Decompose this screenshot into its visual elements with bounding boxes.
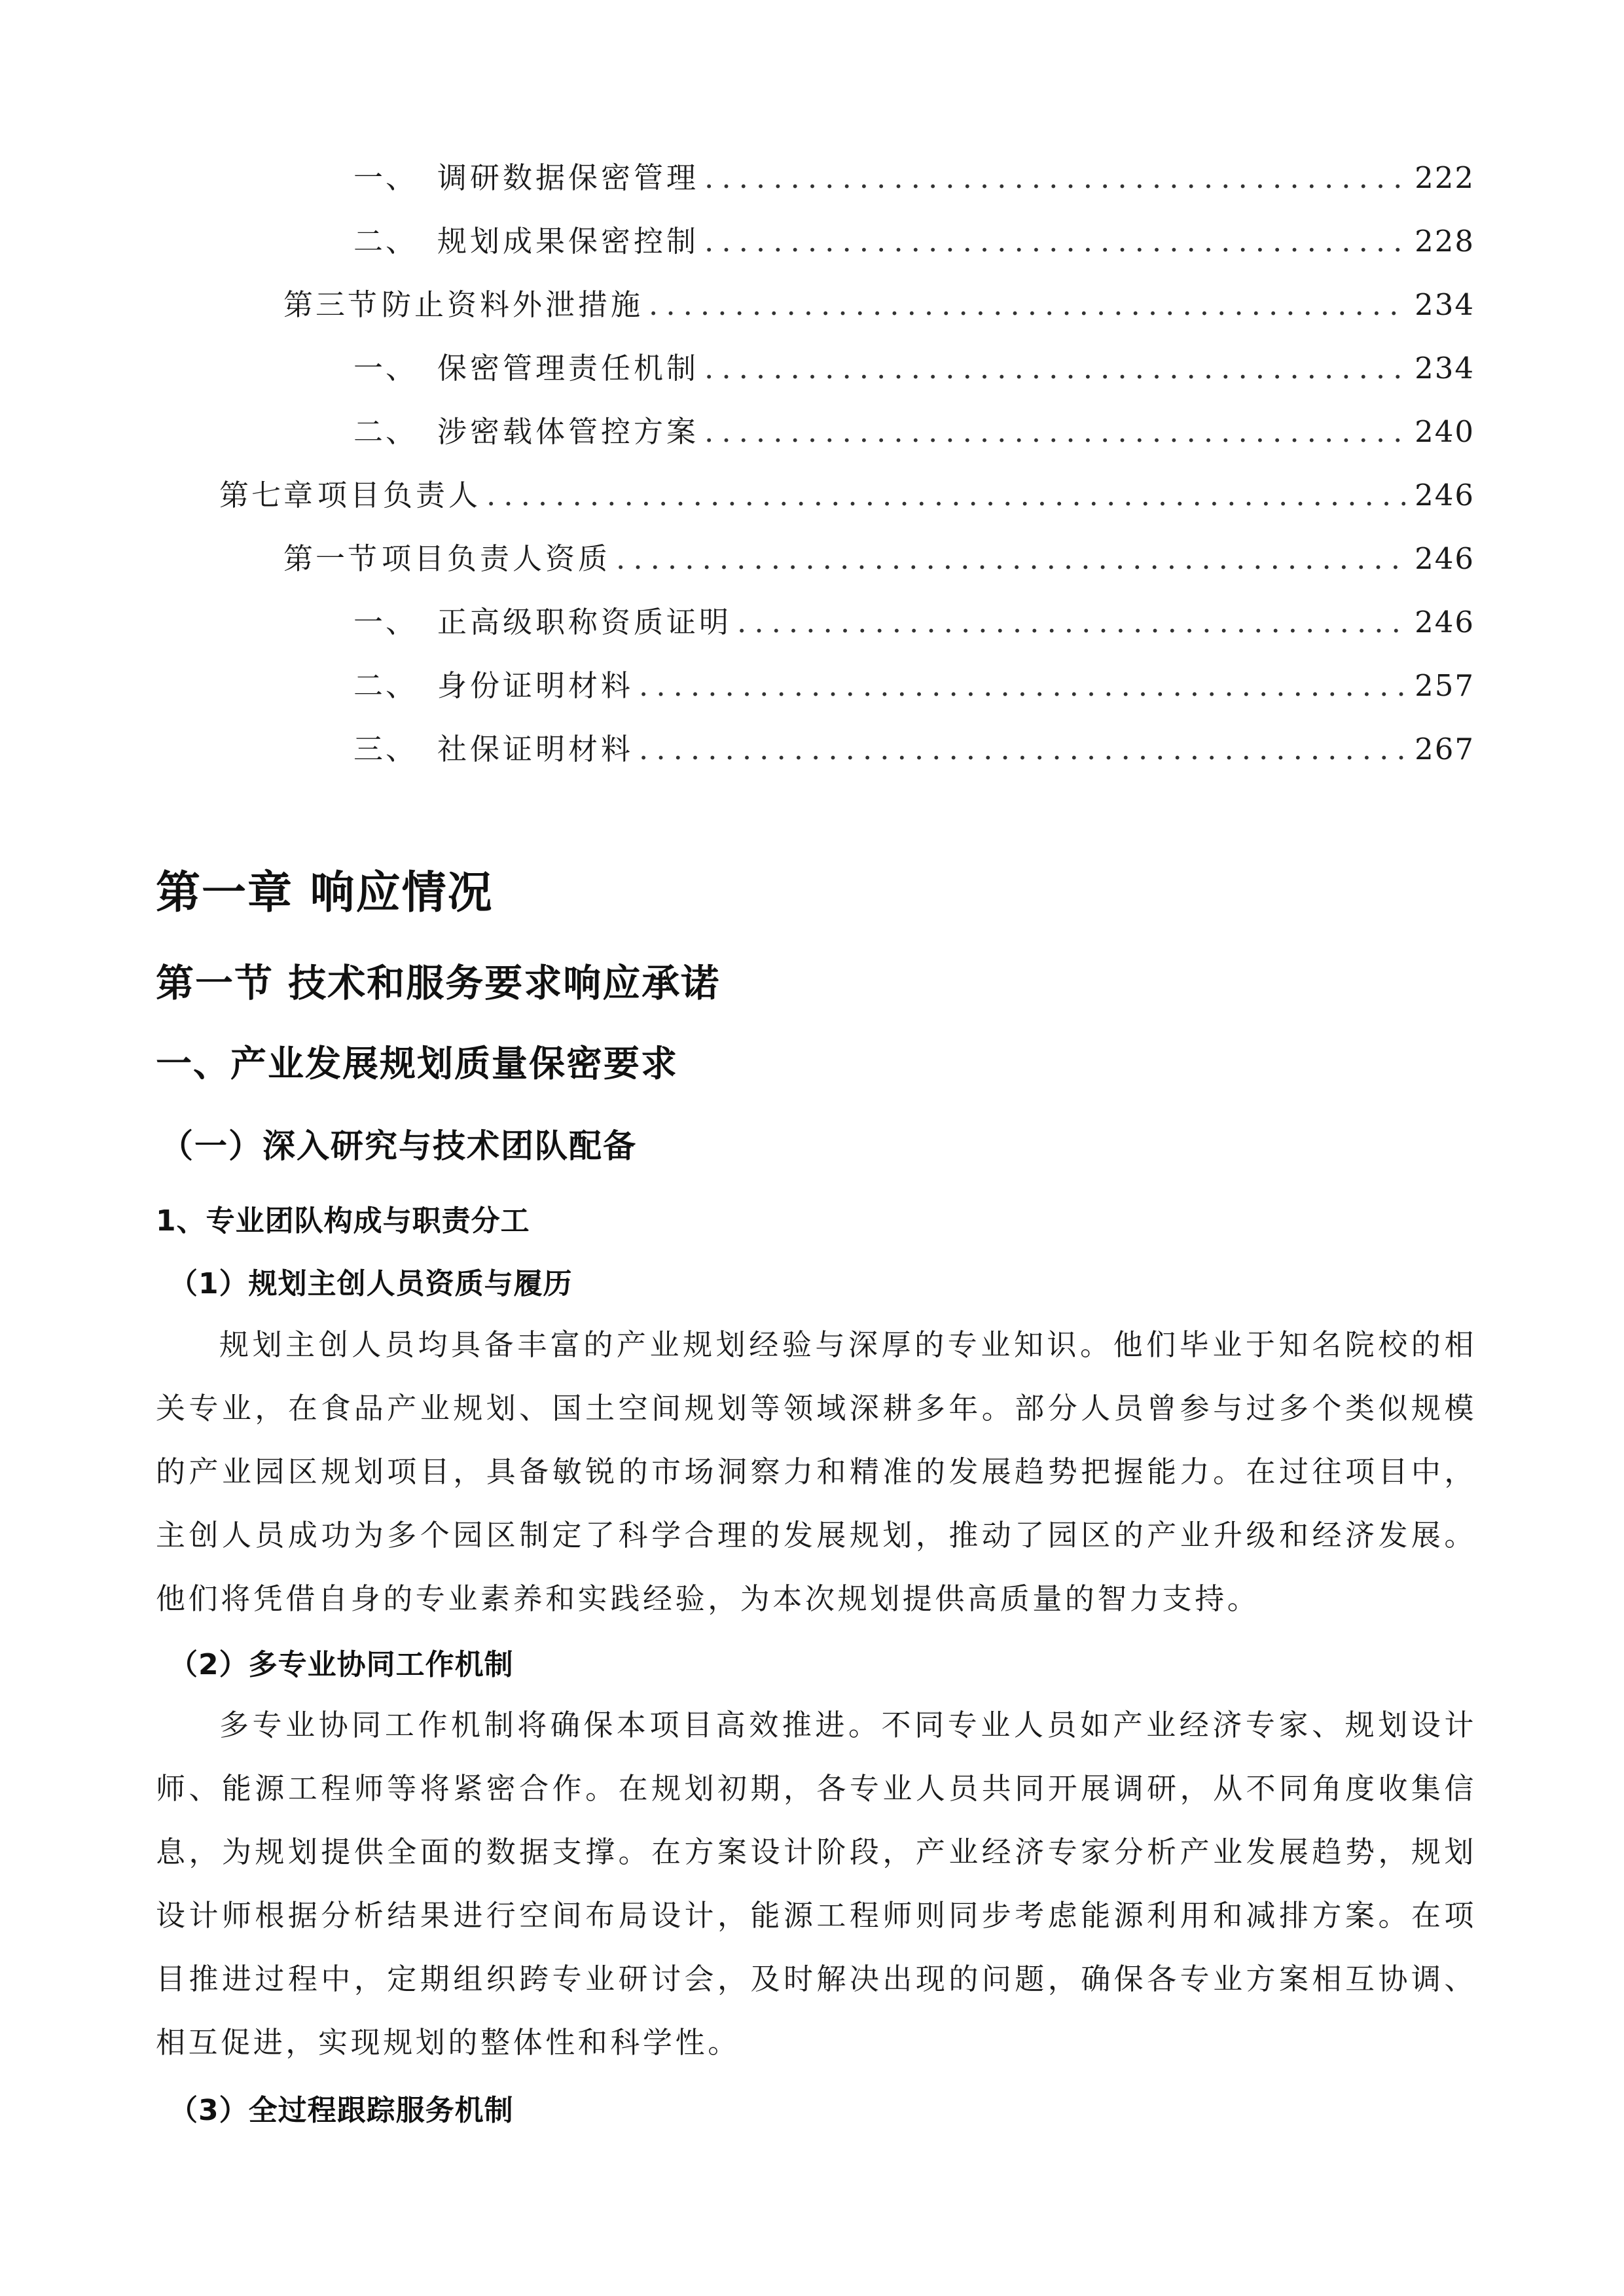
toc-entry-number: 第三节 xyxy=(283,287,380,322)
toc-entry-number: 一、 xyxy=(353,351,418,386)
toc-entry-page: 228 xyxy=(1415,224,1475,259)
heading-level-3: 1、专业团队构成与职责分工 xyxy=(156,1204,530,1238)
subheading-3: （3）全过程跟踪服务机制 xyxy=(169,2094,514,2127)
toc-entry-page: 267 xyxy=(1415,732,1475,766)
toc-entry[interactable] xyxy=(353,412,1475,452)
body-paragraph-2: 多专业协同工作机制将确保本项目高效推进。不同专业人员如产业经济专家、规划设计师、能源工程师等将紧密合作。在规划初期，各专业人员共同开展调研，从不同角度收集信息，为规划提供全面的数据支撑。在方案设计阶段，产业经济专家分析产业发展趋势，规划设计师根据分析结果进行空间布局设计，能源工程师则同步考虑能源利用和减排方案。在项目推进过程中，定期组织跨专业研讨会，及时解决出现的问题，确保各专业方案相互协调、相互促进，实现规划的整体性和科学性。 xyxy=(156,1708,1477,2060)
toc-entry-page: 246 xyxy=(1415,541,1475,576)
toc-entry[interactable] xyxy=(353,222,1475,261)
toc-entry[interactable] xyxy=(353,349,1475,388)
toc-entry-title: 涉密载体管控方案 xyxy=(437,414,700,449)
heading-level-1: 一、产业发展规划质量保密要求 xyxy=(156,1043,679,1085)
toc-entry-page: 246 xyxy=(1415,605,1475,639)
toc-entry[interactable] xyxy=(219,476,1475,515)
chapter-title: 第一章 响应情况 xyxy=(156,867,494,919)
toc-entry[interactable] xyxy=(353,730,1475,769)
toc-entry-number: 第七章 xyxy=(219,478,316,512)
toc-entry-page: 257 xyxy=(1415,668,1475,703)
toc-entry-number: 一、 xyxy=(353,160,418,195)
toc-entry-number: 二、 xyxy=(353,414,418,449)
toc-entry-number: 二、 xyxy=(353,668,418,703)
toc-entry[interactable] xyxy=(353,603,1475,642)
toc-entry-number: 三、 xyxy=(353,732,418,766)
toc-entry-title: 项目负责人 xyxy=(317,478,482,512)
toc-entry-title: 身份证明材料 xyxy=(437,668,634,703)
toc-entry-page: 240 xyxy=(1415,414,1475,449)
heading-level-2: （一）深入研究与技术团队配备 xyxy=(160,1127,637,1165)
toc-entry-title: 防止资料外泄措施 xyxy=(382,287,644,322)
toc-entry-number: 一、 xyxy=(353,605,418,639)
toc-leader-dots xyxy=(616,539,1405,579)
subheading-2: （2）多专业协同工作机制 xyxy=(169,1648,514,1681)
toc-entry[interactable] xyxy=(353,666,1475,706)
toc-entry-title: 项目负责人资质 xyxy=(382,541,611,576)
toc-leader-dots xyxy=(704,158,1405,198)
toc-entry-title: 正高级职称资质证明 xyxy=(437,605,732,639)
body-paragraph-1: 规划主创人员均具备丰富的产业规划经验与深厚的专业知识。他们毕业于知名院校的相关专业，在食品产业规划、国土空间规划等领域深耕多年。部分人员曾参与过多个类似规模的产业园区规划项目，具备敏锐的市场洞察力和精准的发展趋势把握能力。在过往项目中，主创人员成功为多个园区制定了科学合理的发展规划，推动了园区的产业升级和经济发展。他们将凭借自身的专业素养和实践经验，为本次规划提供高质量的智力支持。 xyxy=(156,1327,1477,1616)
toc-entry[interactable] xyxy=(353,158,1475,198)
toc-leader-dots xyxy=(704,349,1405,388)
toc-entry-title: 社保证明材料 xyxy=(437,732,634,766)
toc-leader-dots xyxy=(704,222,1405,261)
toc-entry-page: 222 xyxy=(1415,160,1475,195)
toc-entry-title: 保密管理责任机制 xyxy=(437,351,700,386)
toc-leader-dots xyxy=(486,476,1405,515)
toc-leader-dots xyxy=(704,412,1405,452)
toc-entry[interactable] xyxy=(283,539,1475,579)
section-title: 第一节 技术和服务要求响应承诺 xyxy=(156,961,721,1005)
toc-leader-dots xyxy=(737,603,1405,642)
subheading-1: （1）规划主创人员资质与履历 xyxy=(169,1267,573,1300)
toc-entry-title: 调研数据保密管理 xyxy=(437,160,700,195)
toc-leader-dots xyxy=(639,730,1405,769)
toc-entry-page: 234 xyxy=(1415,351,1475,386)
toc-entry-title: 规划成果保密控制 xyxy=(437,224,700,259)
toc-entry-page: 246 xyxy=(1415,478,1475,512)
toc-leader-dots xyxy=(639,666,1405,706)
toc-leader-dots xyxy=(649,285,1405,325)
toc-entry[interactable] xyxy=(283,285,1475,325)
toc-entry-number: 二、 xyxy=(353,224,418,259)
toc-entry-number: 第一节 xyxy=(283,541,380,576)
toc-entry-page: 234 xyxy=(1415,287,1475,322)
